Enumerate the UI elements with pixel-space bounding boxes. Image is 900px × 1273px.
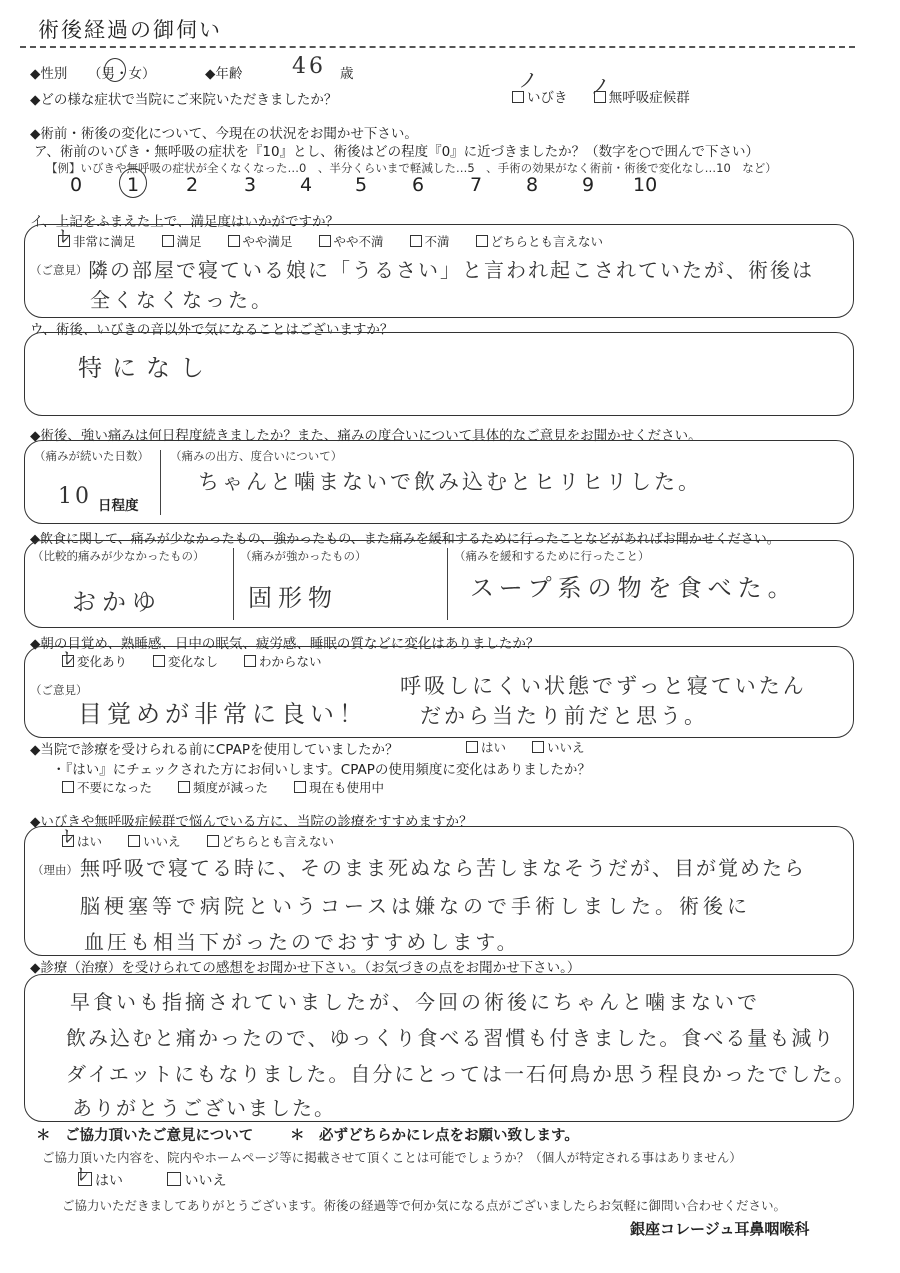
food-relief-answer[interactable]: スープ系の物を食べた。 [470, 574, 798, 602]
option-dissatisfied[interactable]: 不満 [410, 232, 450, 250]
option-recommend-no[interactable]: いいえ [128, 832, 181, 850]
check-mark-icon: ﾚ [78, 1162, 88, 1186]
footer-thanks: ご協力いただきましてありがとうございます。術後の経過等で何か気になる点がございましたらお気軽に御問い合わせください。 [62, 1198, 787, 1213]
option-changed[interactable]: 変化あり [62, 652, 127, 670]
morning-opinion-b-line-1[interactable]: 呼吸しにくい状態でずっと寝ていたん [400, 674, 807, 698]
recommend-reason-line-1[interactable]: 無呼吸で寝てる時に、そのまま死ぬなら苦しまなそうだが、目が覚めたら [80, 856, 806, 880]
check-mark-icon: ﾚ [64, 824, 74, 848]
satisfaction-opinion-line-2[interactable]: 全くなくなった。 [90, 288, 274, 312]
check-mark-icon: ﾚ [60, 224, 70, 248]
consent-heading-a: ＊ ご協力頂いたご意見について [36, 1128, 254, 1144]
age-value[interactable]: 46 [292, 54, 326, 79]
scale-9[interactable]: 9 [582, 174, 595, 196]
option-neither[interactable]: どちらとも言えない [476, 232, 604, 250]
option-snoring[interactable]: いびき [512, 86, 568, 106]
morning-question: ◆朝の目覚め、熟睡感、日中の眠気、疲労感、睡眠の質などに変化はありましたか？ [30, 636, 540, 652]
pain-divider [160, 450, 161, 515]
scale-1[interactable]: 1 [127, 174, 140, 196]
food-less-label: （比較的痛みが少なかったもの） [32, 549, 205, 563]
checkbox-icon[interactable] [207, 835, 219, 847]
recommend-question: ◆いびきや無呼吸症候群で悩んでいる方に、当院の診療をすすめますか？ [30, 814, 473, 830]
checkbox-icon[interactable] [178, 781, 190, 793]
scale-3[interactable]: 3 [244, 174, 257, 196]
checkbox-icon[interactable] [128, 835, 140, 847]
recommend-reason-label: （理由） [32, 863, 78, 877]
change-question: ◆術前・術後の変化について、今現在の状況をお聞かせ下さい。 [30, 126, 418, 142]
scale-0[interactable]: 0 [70, 174, 83, 196]
example-text: 【例】いびきや無呼吸の症状が全くなくなった…0 、半分くらいまで軽減した…5 、手術の効果がなく術前・術後で変化なし…10 など） [46, 161, 777, 175]
age-unit: 歳 [340, 66, 354, 82]
scale-selected-circle [119, 168, 147, 198]
opinion-label: （ご意見） [30, 263, 88, 277]
food-relief-label: （痛みを緩和するために行ったこと） [454, 549, 650, 563]
checkbox-icon[interactable] [167, 1172, 181, 1186]
checkbox-icon[interactable] [62, 781, 74, 793]
recommend-reason-line-3[interactable]: 血圧も相当下がったのでおすすめします。 [84, 930, 520, 954]
option-still-using[interactable]: 現在も使用中 [294, 778, 384, 796]
scale-10[interactable]: 10 [633, 174, 658, 196]
option-satisfied[interactable]: 満足 [162, 232, 202, 250]
gender-selected-circle [104, 58, 126, 82]
checkbox-icon[interactable] [410, 235, 422, 247]
recommend-reason-line-2[interactable]: 脳梗塞等で病院というコースは嫌なので手術しました。術後に [80, 894, 751, 918]
cpap-sub-question: ・『はい』にチェックされた方にお伺いします。CPAPの使用頻度に変化はありましたか？ [52, 762, 591, 778]
impression-line-4[interactable]: ありがとうございました。 [72, 1096, 336, 1120]
impression-question: ◆診療（治療）を受けられての感想をお聞かせ下さい。（お気づきの点をお聞かせ下さい。） [30, 960, 581, 976]
option-recommend-yes[interactable]: はい [62, 832, 102, 850]
pain-degree-label: （痛みの出方、度合いについて） [170, 449, 343, 463]
scale-6[interactable]: 6 [412, 174, 425, 196]
morning-options [62, 652, 344, 670]
food-divider-2 [447, 548, 448, 620]
cpap-sub-options [62, 778, 406, 796]
page-title: 術後経過の御伺い [38, 18, 222, 42]
option-cpap-no[interactable]: いいえ [532, 738, 585, 756]
food-divider-1 [233, 548, 234, 620]
option-apnea[interactable]: 無呼吸症候群 [594, 86, 690, 106]
symptom-options [512, 86, 712, 106]
gender-label: ◆性別 [30, 66, 68, 82]
food-question: ◆飲食に関して、痛みが少なかったもの、強かったもの、また痛みを緩和するために行ったことなどがあればお聞かせください。 [30, 532, 780, 547]
option-somewhat-satisfied[interactable]: やや満足 [228, 232, 293, 250]
pain-days-unit: 日程度 [98, 498, 139, 514]
checkbox-icon[interactable] [162, 235, 174, 247]
morning-opinion-label: （ご意見） [30, 683, 88, 697]
checkbox-icon[interactable] [319, 235, 331, 247]
food-strong-label: （痛みが強かったもの） [240, 549, 367, 563]
scale-5[interactable]: 5 [355, 174, 368, 196]
check-mark-icon: ノ [518, 68, 538, 92]
gender-options[interactable]: （男・女） [88, 66, 156, 82]
option-consent-yes[interactable]: はい [78, 1170, 123, 1190]
option-no-change[interactable]: 変化なし [153, 652, 218, 670]
scale-7[interactable]: 7 [470, 174, 483, 196]
check-mark-icon: ﾚ [64, 646, 74, 670]
cpap-question: ◆当院で診療を受けられる前にCPAPを使用していましたか？ [30, 742, 399, 758]
title-underline [20, 46, 855, 48]
age-label: ◆年齢 [205, 66, 243, 82]
morning-opinion-b-line-2[interactable]: だから当たり前だと思う。 [420, 704, 708, 728]
consent-text: ご協力頂いた内容を、院内やホームページ等に掲載させて頂くことは可能でしょうか？（個人が特定される事はありません） [42, 1150, 742, 1165]
scale-4[interactable]: 4 [300, 174, 313, 196]
satisfaction-options [58, 232, 625, 250]
food-strong-answer[interactable]: 固形物 [248, 584, 338, 612]
impression-line-2[interactable]: 飲み込むと痛かったので、ゆっくり食べる習慣も付きました。食べる量も減り [66, 1026, 836, 1050]
recommend-options [62, 832, 356, 850]
pain-days-value[interactable]: 10 [58, 484, 92, 509]
scale-8[interactable]: 8 [526, 174, 539, 196]
cpap-options [466, 738, 607, 756]
option-somewhat-dissatisfied[interactable]: やや不満 [319, 232, 384, 250]
option-cpap-yes[interactable]: はい [466, 738, 506, 756]
checkbox-icon[interactable] [532, 741, 544, 753]
checkbox-icon[interactable] [153, 655, 165, 667]
question-a: ア、術前のいびき・無呼吸の症状を『10』とし、術後はどの程度『0』に近づきましたか？（数字を○で囲んで下さい） [34, 144, 759, 160]
scale-2[interactable]: 2 [186, 174, 199, 196]
other-concern-question: ウ、術後、いびきの音以外で気になることはございますか？ [30, 322, 394, 338]
option-not-needed[interactable]: 不要になった [62, 778, 152, 796]
checkbox-icon[interactable] [244, 655, 256, 667]
option-consent-no[interactable]: いいえ [167, 1170, 226, 1190]
check-mark-icon: ノ [590, 74, 610, 98]
impression-line-3[interactable]: ダイエットにもなりました。自分にとっては一石何鳥か思う程良かったでした。 [66, 1062, 856, 1086]
pain-days-label: （痛みが続いた日数） [34, 449, 149, 463]
checkbox-icon[interactable] [466, 741, 478, 753]
option-less-frequent[interactable]: 頻度が減った [178, 778, 268, 796]
consent-heading-b: ＊ 必ずどちらかにレ点をお願い致します。 [290, 1128, 579, 1144]
option-very-satisfied[interactable]: 非常に満足 [58, 232, 136, 250]
consent-options [78, 1170, 248, 1190]
satisfaction-question: イ、上記をふまえた上で、満足度はいかがですか？ [30, 214, 340, 230]
symptom-question: ◆どの様な症状で当院にご来院いただきましたか？ [30, 92, 338, 108]
checkbox-icon[interactable] [476, 235, 488, 247]
pain-question: ◆術後、強い痛みは何日程度続きましたか？また、痛みの度合いについて具体的なご意見をお聞かせください。 [30, 428, 702, 444]
clinic-name: 銀座コレージュ耳鼻咽喉科 [630, 1220, 810, 1238]
other-concern-answer[interactable]: 特になし [78, 354, 214, 382]
satisfaction-opinion-line-1[interactable]: 隣の部屋で寝ている娘に「うるさい」と言われ起こされていたが、術後は [88, 258, 814, 282]
option-recommend-neither[interactable]: どちらとも言えない [207, 832, 335, 850]
impression-line-1[interactable]: 早食いも指摘されていましたが、今回の術後にちゃんと噛まないで [70, 990, 760, 1014]
food-less-answer[interactable]: おかゆ [72, 588, 162, 616]
pain-degree-answer[interactable]: ちゃんと噛まないで飲み込むとヒリヒリした。 [198, 470, 702, 494]
option-unknown[interactable]: わからない [244, 652, 322, 670]
morning-opinion-a[interactable]: 目覚めが非常に良い！ [78, 700, 368, 728]
checkbox-icon[interactable] [294, 781, 306, 793]
checkbox-icon[interactable] [228, 235, 240, 247]
